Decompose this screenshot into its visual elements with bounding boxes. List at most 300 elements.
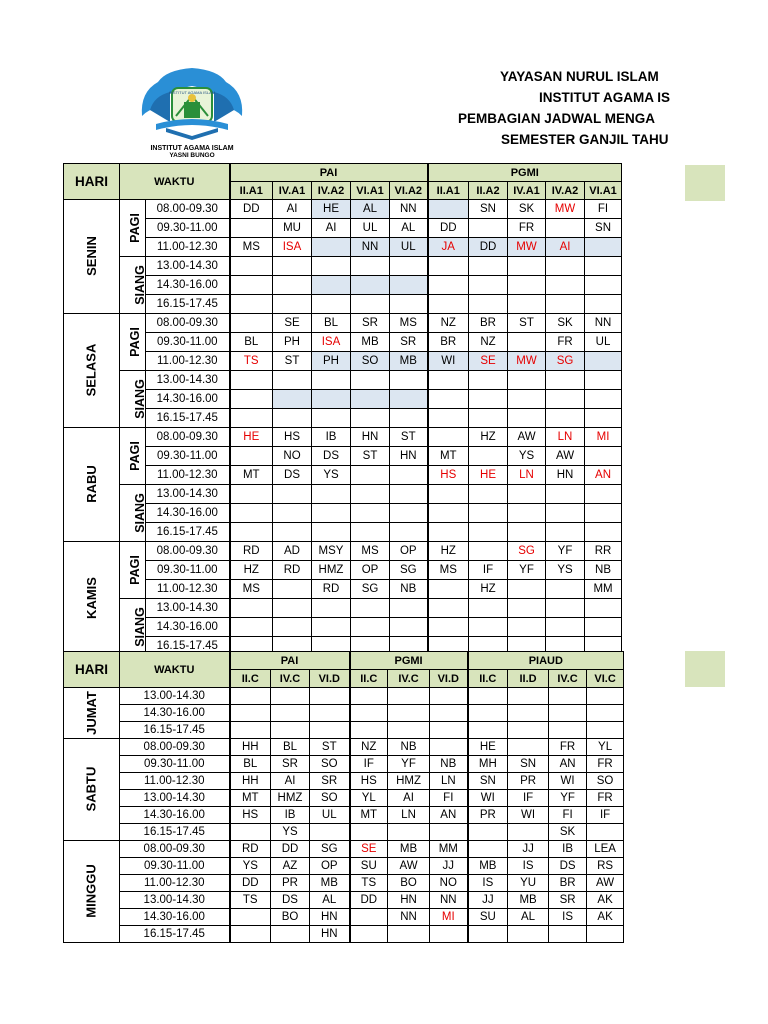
time-cell: 13.00-14.30 [120,688,230,705]
time-cell: 08.00-09.30 [146,428,230,447]
schedule-cell: NZ [469,333,508,352]
schedule-cell: ST [351,447,390,466]
schedule-cell [428,580,469,599]
schedule-cell: AZ [271,858,310,875]
schedule-cell [390,276,428,295]
schedule-cell [271,705,310,722]
schedule-cell [230,276,273,295]
schedule-cell: PH [273,333,312,352]
schedule-cell [312,276,351,295]
session-name: PAGI [127,212,142,243]
schedule-cell [546,599,585,618]
schedule-cell: HE [469,466,508,485]
schedule-cell: SG [390,561,428,580]
schedule-cell: AK [587,892,624,909]
time-cell: 13.00-14.30 [120,892,230,909]
schedule-cell [351,466,390,485]
schedule-cell [546,523,585,542]
schedule-cell [549,722,587,739]
schedule-cell [469,257,508,276]
schedule-cell: IB [549,841,587,858]
time-cell: 09.30-11.00 [146,447,230,466]
schedule-cell: HS [230,807,271,824]
schedule-cell [587,688,624,705]
schedule-cell [585,504,622,523]
class-header: IV.A2 [546,182,585,200]
schedule-cell: NB [390,580,428,599]
schedule-cell [230,504,273,523]
schedule-cell: LN [388,807,430,824]
class-header: II.C [230,670,271,688]
table-row [64,875,664,892]
schedule-cell: AW [587,875,624,892]
day-cell [64,542,120,656]
group-header-piaud: PIAUD [468,652,624,670]
schedule-cell: UL [310,807,350,824]
day-name: MINGGU [83,864,99,918]
day-cell [64,428,120,542]
class-header: IV.C [549,670,587,688]
schedule-cell: JJ [508,841,549,858]
schedule-cell [468,722,508,739]
schedule-cell [390,409,428,428]
header-line-1: YAYASAN NURUL ISLAM [500,69,659,84]
schedule-cell [508,688,549,705]
schedule-cell [508,390,546,409]
schedule-cell: SK [546,314,585,333]
schedule-cell: SR [390,333,428,352]
schedule-cell [230,447,273,466]
schedule-cell: SR [549,892,587,909]
schedule-cell: ST [508,314,546,333]
schedule-cell [350,705,388,722]
schedule-cell [508,504,546,523]
header-line-2: INSTITUT AGAMA IS [539,90,670,105]
schedule-cell: HN [351,428,390,447]
schedule-cell [310,688,350,705]
logo-caption-line1: INSTITUT AGAMA ISLAM [150,145,234,152]
schedule-cell: NN [430,892,468,909]
schedule-cell [549,705,587,722]
table-row [64,561,622,580]
schedule-cell [549,926,587,943]
day-name: KAMIS [83,577,99,619]
schedule-cell [546,390,585,409]
time-cell: 11.00-12.30 [146,352,230,371]
time-cell: 14.30-16.00 [146,618,230,637]
schedule-cell [546,295,585,314]
class-header: IV.A2 [312,182,351,200]
class-header: II.A2 [469,182,508,200]
schedule-cell: ST [390,428,428,447]
schedule-cell: MSY [312,542,351,561]
schedule-cell: MB [310,875,350,892]
schedule-cell: HZ [428,542,469,561]
time-cell: 08.00-09.30 [120,841,230,858]
schedule-cell: YL [587,739,624,756]
schedule-cell: DD [230,875,271,892]
schedule-cell [230,618,273,637]
schedule-cell: NB [388,739,430,756]
schedule-cell: AN [549,756,587,773]
schedule-cell [549,688,587,705]
schedule-cell [390,599,428,618]
schedule-cell: HS [428,466,469,485]
schedule-cell [468,841,508,858]
table-row [64,257,622,276]
schedule-cell [273,599,312,618]
schedule-cell: AL [508,909,549,926]
schedule-cell [230,824,271,841]
schedule-cell [350,722,388,739]
schedule-cell: YF [549,790,587,807]
table-row [64,599,622,618]
schedule-cell [271,926,310,943]
schedule-cell: DD [271,841,310,858]
schedule-cell [508,523,546,542]
schedule-cell: BL [312,314,351,333]
schedule-cell: SE [469,352,508,371]
schedule-cell: SG [351,580,390,599]
time-cell: 08.00-09.30 [146,314,230,333]
schedule-cell [351,523,390,542]
class-header: II.C [350,670,388,688]
schedule-cell: LN [508,466,546,485]
schedule-cell: ISA [312,333,351,352]
schedule-cell: AN [585,466,622,485]
schedule-cell [273,390,312,409]
schedule-cell [351,295,390,314]
schedule-cell [428,295,469,314]
table-row [64,773,664,790]
schedule-cell: AL [310,892,350,909]
schedule-cell: BR [469,314,508,333]
class-header: VI.D [310,670,350,688]
schedule-cell [469,485,508,504]
schedule-cell: FR [508,219,546,238]
table-row [64,352,622,371]
session-cell [120,371,146,428]
schedule-cell [508,295,546,314]
schedule-cell [585,485,622,504]
class-header: II.D [508,670,549,688]
schedule-cell [469,295,508,314]
schedule-cell: MS [230,580,273,599]
schedule-cell: IF [350,756,388,773]
schedule-cell: MT [350,807,388,824]
schedule-cell [585,238,622,257]
schedule-cell: TS [230,352,273,371]
schedule-cell: PR [468,807,508,824]
time-cell: 14.30-16.00 [146,504,230,523]
hari-header: HARI [64,164,120,200]
schedule-cell: MB [351,333,390,352]
table-row [64,333,622,352]
schedule-table-weekend-wrap [63,651,685,951]
schedule-cell [546,618,585,637]
schedule-cell: HMZ [312,561,351,580]
schedule-cell [273,504,312,523]
session-cell [120,428,146,485]
session-name: PAGI [127,440,142,471]
schedule-cell [271,722,310,739]
time-cell: 16.15-17.45 [120,722,230,739]
schedule-cell [546,409,585,428]
schedule-cell: YF [546,542,585,561]
schedule-cell [351,371,390,390]
schedule-cell: BR [428,333,469,352]
table-row [64,858,664,875]
class-header: II.A1 [230,182,273,200]
schedule-cell: RD [312,580,351,599]
schedule-cell [351,257,390,276]
schedule-cell: MB [390,352,428,371]
table-row [64,739,664,756]
schedule-cell: SK [549,824,587,841]
schedule-cell: BL [271,739,310,756]
schedule-cell: SE [273,314,312,333]
waktu-header: WAKTU [120,652,230,688]
session-cell [120,314,146,371]
schedule-cell: AN [430,807,468,824]
schedule-cell [273,371,312,390]
schedule-cell: YS [230,858,271,875]
schedule-cell [585,618,622,637]
session-name: SIANG [132,264,147,305]
schedule-cell [351,504,390,523]
schedule-cell: HE [230,428,273,447]
schedule-cell [351,390,390,409]
table-row [64,824,664,841]
table-row [64,371,622,390]
schedule-cell [585,523,622,542]
schedule-cell: MW [546,200,585,219]
session-cell [120,200,146,257]
schedule-cell: IF [508,790,549,807]
schedule-cell: SO [351,352,390,371]
class-header: IV.A1 [508,182,546,200]
header-line-3: PEMBAGIAN JADWAL MENGA [458,111,656,126]
schedule-cell: LN [430,773,468,790]
schedule-cell: FR [587,756,624,773]
schedule-cell [230,523,273,542]
schedule-cell [428,390,469,409]
table-row [64,580,622,599]
schedule-cell: MW [508,352,546,371]
schedule-cell: UL [390,238,428,257]
day-cell [64,841,120,943]
schedule-cell: NN [388,909,430,926]
class-header: VI.A1 [351,182,390,200]
schedule-cell [508,722,549,739]
schedule-cell: WI [468,790,508,807]
schedule-cell: HN [310,926,350,943]
schedule-cell: HN [546,466,585,485]
schedule-cell [469,276,508,295]
time-cell: 08.00-09.30 [120,739,230,756]
schedule-cell [312,523,351,542]
schedule-cell [312,295,351,314]
schedule-cell: ISA [273,238,312,257]
schedule-cell [428,618,469,637]
schedule-cell [351,618,390,637]
schedule-cell [390,523,428,542]
time-cell: 13.00-14.30 [146,257,230,276]
schedule-cell [312,409,351,428]
schedule-cell [390,257,428,276]
schedule-cell [230,390,273,409]
schedule-cell [428,409,469,428]
schedule-cell: JJ [468,892,508,909]
schedule-cell [585,352,622,371]
schedule-cell: IS [508,858,549,875]
time-cell: 16.15-17.45 [146,523,230,542]
schedule-cell [273,485,312,504]
schedule-cell [273,409,312,428]
schedule-cell: AI [546,238,585,257]
schedule-cell: IF [587,807,624,824]
session-cell [120,485,146,542]
schedule-cell: SN [469,200,508,219]
day-name: SENIN [83,236,99,276]
group-header-pai: PAI [230,164,428,182]
time-cell: 14.30-16.00 [120,909,230,926]
table-row [64,892,664,909]
schedule-cell: PR [508,773,549,790]
schedule-cell: MS [230,238,273,257]
schedule-cell [428,371,469,390]
schedule-cell: BO [271,909,310,926]
schedule-cell [390,371,428,390]
schedule-cell [469,390,508,409]
schedule-cell [428,428,469,447]
schedule-cell: MT [428,447,469,466]
schedule-cell [390,466,428,485]
schedule-cell: SN [508,756,549,773]
schedule-cell [312,390,351,409]
schedule-cell [390,390,428,409]
time-cell: 11.00-12.30 [120,773,230,790]
time-cell: 14.30-16.00 [146,390,230,409]
schedule-cell [390,504,428,523]
schedule-cell: HS [350,773,388,790]
schedule-cell [273,295,312,314]
hari-header: HARI [64,652,120,688]
class-header: IV.C [388,670,430,688]
schedule-cell: FR [546,333,585,352]
waktu-header: WAKTU [120,164,230,200]
schedule-cell: MW [508,238,546,257]
schedule-cell [273,276,312,295]
session-name: SIANG [132,606,147,647]
schedule-cell [428,200,469,219]
table-row [64,756,664,773]
schedule-cell [230,688,271,705]
schedule-cell [388,705,430,722]
day-name: SABTU [83,766,99,812]
schedule-cell: UL [585,333,622,352]
schedule-cell: WI [549,773,587,790]
time-cell: 14.30-16.00 [120,705,230,722]
schedule-cell: NN [390,200,428,219]
schedule-cell: DS [312,447,351,466]
schedule-cell: NB [585,561,622,580]
schedule-cell: DS [273,466,312,485]
schedule-cell [428,504,469,523]
schedule-cell: YU [508,875,549,892]
time-cell: 11.00-12.30 [146,466,230,485]
time-cell: 08.00-09.30 [146,200,230,219]
day-cell [64,688,120,739]
schedule-cell [585,599,622,618]
schedule-cell [351,409,390,428]
schedule-cell [546,219,585,238]
schedule-cell [585,257,622,276]
schedule-cell: FI [430,790,468,807]
schedule-cell: MS [428,561,469,580]
schedule-cell: AI [388,790,430,807]
schedule-cell [273,257,312,276]
time-cell: 13.00-14.30 [146,371,230,390]
schedule-cell: AI [271,773,310,790]
schedule-cell [508,705,549,722]
schedule-cell [469,599,508,618]
session-cell [120,599,146,656]
schedule-cell [230,295,273,314]
schedule-cell: OP [390,542,428,561]
schedule-cell [230,314,273,333]
time-cell: 11.00-12.30 [120,875,230,892]
header-line-4: SEMESTER GANJIL TAHU [501,132,669,147]
schedule-cell [390,618,428,637]
schedule-cell: NB [430,756,468,773]
schedule-cell: SN [468,773,508,790]
schedule-cell: NO [430,875,468,892]
schedule-cell [230,409,273,428]
schedule-cell: PH [312,352,351,371]
session-name: PAGI [127,554,142,585]
schedule-cell [351,276,390,295]
schedule-cell: NN [351,238,390,257]
table-row [64,542,622,561]
schedule-cell: HH [230,773,271,790]
schedule-cell: RD [230,542,273,561]
schedule-cell: RD [273,561,312,580]
day-name: RABU [83,465,99,503]
schedule-cell: AD [273,542,312,561]
schedule-cell [469,618,508,637]
schedule-cell: WI [428,352,469,371]
schedule-cell: YF [388,756,430,773]
schedule-cell [469,219,508,238]
logo-arc-text: INSTITUT AGAMA ISLAM [168,90,216,95]
schedule-cell: AK [587,909,624,926]
group-header-pgmi: PGMI [428,164,622,182]
schedule-cell [312,238,351,257]
session-cell [120,257,146,314]
schedule-cell: SG [310,841,350,858]
table-row [64,841,664,858]
schedule-cell: FI [549,807,587,824]
schedule-cell [585,390,622,409]
table-row [64,790,664,807]
schedule-cell: YS [546,561,585,580]
schedule-cell [468,705,508,722]
schedule-cell [350,824,388,841]
table-row [64,200,622,219]
schedule-cell [508,580,546,599]
schedule-cell [585,371,622,390]
